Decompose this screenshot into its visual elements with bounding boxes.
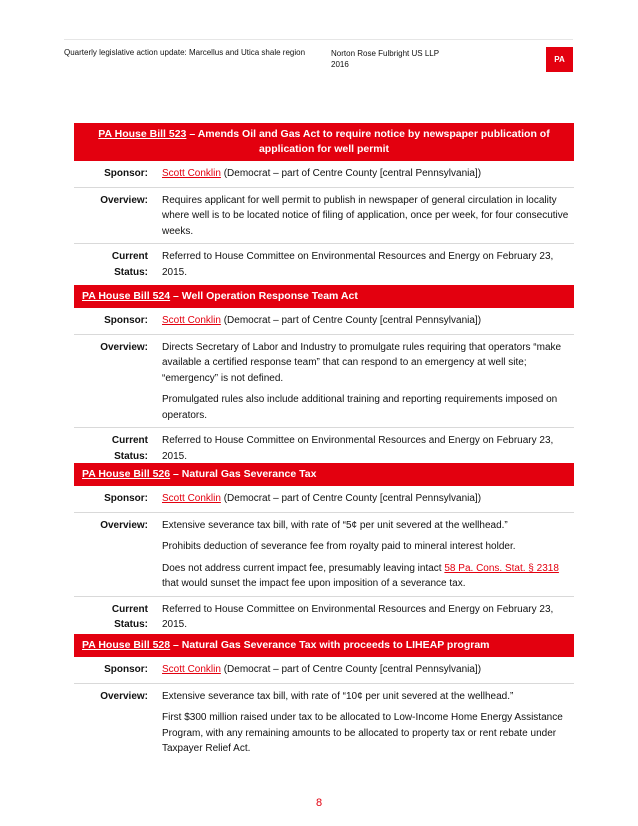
header-rule [64,39,573,40]
overview-text: Prohibits deduction of severance fee from royalty paid to mineral interest holder. [162,541,516,552]
bill-526-overview-row [74,513,574,597]
status-label-line1: Current [111,435,148,446]
status-label-line1: Current [111,251,148,262]
bill-526-table [74,463,574,638]
overview-label: Overview: [100,690,148,702]
overview-label: Overview: [100,194,148,206]
bill-524-link[interactable]: PA House Bill 524 [82,290,171,302]
bill-526-link[interactable]: PA House Bill 526 [82,468,171,480]
sponsor-link[interactable]: Scott Conklin [162,493,221,504]
overview-label: Overview: [100,519,148,531]
bill-526-heading [74,463,574,486]
bill-523-status-row [74,244,574,285]
bill-523-sponsor-row [74,161,574,188]
state-badge: PA [546,47,573,72]
header-firm-name: Norton Rose Fulbright US LLP [331,49,440,58]
overview-text: First $300 million raised under tax to be allocated to Low-Income Home Energy Assistance Program, with any remaining amounts to be allocated to property tax or rent rebate under Taxpayer Relief Act. [162,712,563,754]
overview-text: Requires applicant for well permit to publish in newspaper of general circulation in locality where well is to be located notice of filing of application, once per week, for four consecutive weeks. [162,194,569,237]
bill-528-overview-row [74,684,574,761]
header-year: 2016 [331,60,349,69]
header-firm [331,48,439,70]
bill-526-title: – Natural Gas Severance Tax [170,468,317,480]
overview-text: Extensive severance tax bill, with rate of “10¢ per unit severed at the wellhead.” [162,690,514,702]
sponsor-label: Sponsor: [104,493,148,504]
sponsor-link[interactable]: Scott Conklin [162,168,221,179]
sponsor-value [153,308,574,334]
overview-text-part: Does not address current impact fee, presumably leaving intact [162,562,445,574]
sponsor-value [153,486,574,512]
sponsor-value [153,657,574,683]
sponsor-link[interactable]: Scott Conklin [162,315,221,326]
status-value: Referred to House Committee on Environmental Resources and Energy on February 23, 2015. [162,435,554,462]
sponsor-value [153,161,574,187]
bill-523-overview-row [74,188,574,245]
bill-526-sponsor-row [74,486,574,513]
page-number: 8 [315,797,323,809]
overview-value [153,684,574,761]
bill-524-sponsor-row [74,308,574,335]
status-value: Referred to House Committee on Environmental Resources and Energy on February 23, 2015. [162,603,554,630]
sponsor-detail: (Democrat – part of Centre County [central Pennsylvania]) [220,315,482,326]
status-label-line2: Status: [114,266,148,278]
bill-528-sponsor-row [74,657,574,684]
bill-524-heading [74,285,574,308]
sponsor-link[interactable]: Scott Conklin [162,664,221,675]
page-header [0,0,638,100]
overview-value [153,335,574,428]
bill-528-title: – Natural Gas Severance Tax with proceeds to LIHEAP program [170,639,490,651]
sponsor-detail: (Democrat – part of Centre County [central Pennsylvania]) [220,493,482,504]
sponsor-detail: (Democrat – part of Centre County [central Pennsylvania]) [220,168,482,179]
status-label-line2: Status: [114,619,148,630]
overview-value [153,188,574,244]
overview-text [162,561,570,592]
bill-524-table [74,285,574,469]
bill-523-link[interactable]: PA House Bill 523 [98,128,187,140]
status-label-line1: Current [111,603,148,615]
status-label-line2: Status: [114,450,148,462]
header-doc-title: Quarterly legislative action update: Marcellus and Utica shale region [64,48,306,57]
statute-link[interactable]: 58 Pa. Cons. Stat. § 2318 [444,562,559,574]
bill-528-link[interactable]: PA House Bill 528 [82,639,171,651]
sponsor-label: Sponsor: [104,664,148,675]
bill-528-table [74,634,574,761]
bill-528-heading [74,634,574,657]
overview-text: Promulgated rules also include additional training and reporting requirements imposed on operators. [162,394,558,421]
status-label [74,244,153,285]
overview-text-part: that would sunset the impact fee upon imposition of a severance tax. [162,578,466,589]
status-value: Referred to House Committee on Environmental Resources and Energy on February 23, 2015. [162,251,554,278]
overview-label: Overview: [100,341,148,353]
bill-523-title-line1: – Amends Oil and Gas Act to require notice by newspaper publication of [186,128,550,140]
overview-value [153,513,574,596]
status-label [74,597,153,638]
overview-text: Extensive severance tax bill, with rate of “5¢ per unit severed at the wellhead.” [162,519,508,531]
sponsor-label: Sponsor: [104,315,148,326]
bill-523-table [74,123,574,285]
bill-524-title: – Well Operation Response Team Act [170,290,358,302]
bill-524-overview-row [74,335,574,429]
sponsor-label: Sponsor: [104,168,148,179]
overview-text: Directs Secretary of Labor and Industry to promulgate rules requiring that operators “make available a certified response team” that can respond to an emergency at well site; “emergency” is not defined. [162,341,562,384]
bill-523-heading [74,123,574,161]
sponsor-detail: (Democrat – part of Centre County [central Pennsylvania]) [220,664,482,675]
bill-523-title-line2: application for well permit [258,143,390,155]
bill-526-status-row [74,597,574,638]
